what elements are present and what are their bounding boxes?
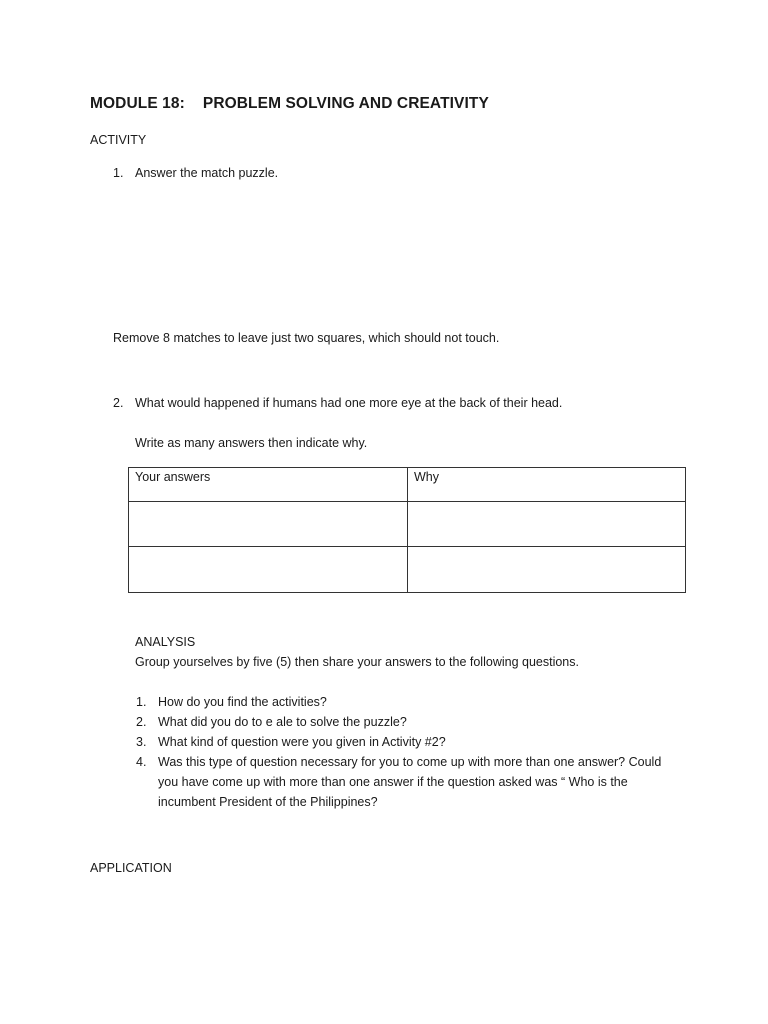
why-cell[interactable] (408, 502, 686, 547)
puzzle-instruction: Remove 8 matches to leave just two squares, which should not touch. (113, 331, 500, 345)
activity-item-2-text: What would happened if humans had one more eye at the back of their head. (135, 396, 563, 410)
module-name: PROBLEM SOLVING AND CREATIVITY (202, 95, 489, 112)
activity-item-2 (113, 393, 562, 413)
question-number: 1. (136, 695, 147, 709)
header-your-answers: Your answers (129, 468, 408, 502)
analysis-question-list (136, 692, 661, 812)
activity-item-2-subtext: Write as many answers then indicate why. (135, 436, 368, 450)
why-cell[interactable] (408, 547, 686, 593)
question-text: Was this type of question necessary for you to come up with more than one answer? Could (158, 755, 662, 769)
table-header-row (129, 468, 686, 502)
application-heading: APPLICATION (90, 861, 172, 875)
list-item-continuation (136, 772, 661, 792)
module-number: MODULE 18: (90, 95, 185, 112)
question-text: How do you find the activities? (158, 695, 327, 709)
question-text: you have come up with more than one answer if the question asked was “ Who is the (158, 775, 628, 789)
activity-item-1 (113, 163, 278, 183)
activity-item-2-number: 2. (113, 396, 124, 410)
question-text: What did you do to e ale to solve the puzzle? (158, 715, 407, 729)
table-row (129, 502, 686, 547)
header-why: Why (408, 468, 686, 502)
question-text: incumbent President of the Philippines? (158, 795, 378, 809)
list-item (136, 752, 661, 772)
analysis-intro: Group yourselves by five (5) then share your answers to the following questions. (135, 655, 579, 669)
question-number: 4. (136, 755, 147, 769)
question-text: What kind of question were you given in Activity #2? (158, 735, 446, 749)
answers-table (128, 467, 686, 593)
table-row (129, 547, 686, 593)
question-number: 2. (136, 715, 147, 729)
activity-item-1-number: 1. (113, 166, 124, 180)
analysis-heading: ANALYSIS (135, 635, 196, 649)
list-item-continuation (136, 792, 661, 812)
question-number: 3. (136, 735, 147, 749)
activity-heading: ACTIVITY (90, 133, 147, 147)
list-item (136, 712, 661, 732)
list-item (136, 692, 661, 712)
answer-cell[interactable] (129, 547, 408, 593)
activity-item-1-text: Answer the match puzzle. (135, 166, 279, 180)
list-item (136, 732, 661, 752)
answer-cell[interactable] (129, 502, 408, 547)
page-title (90, 95, 489, 113)
